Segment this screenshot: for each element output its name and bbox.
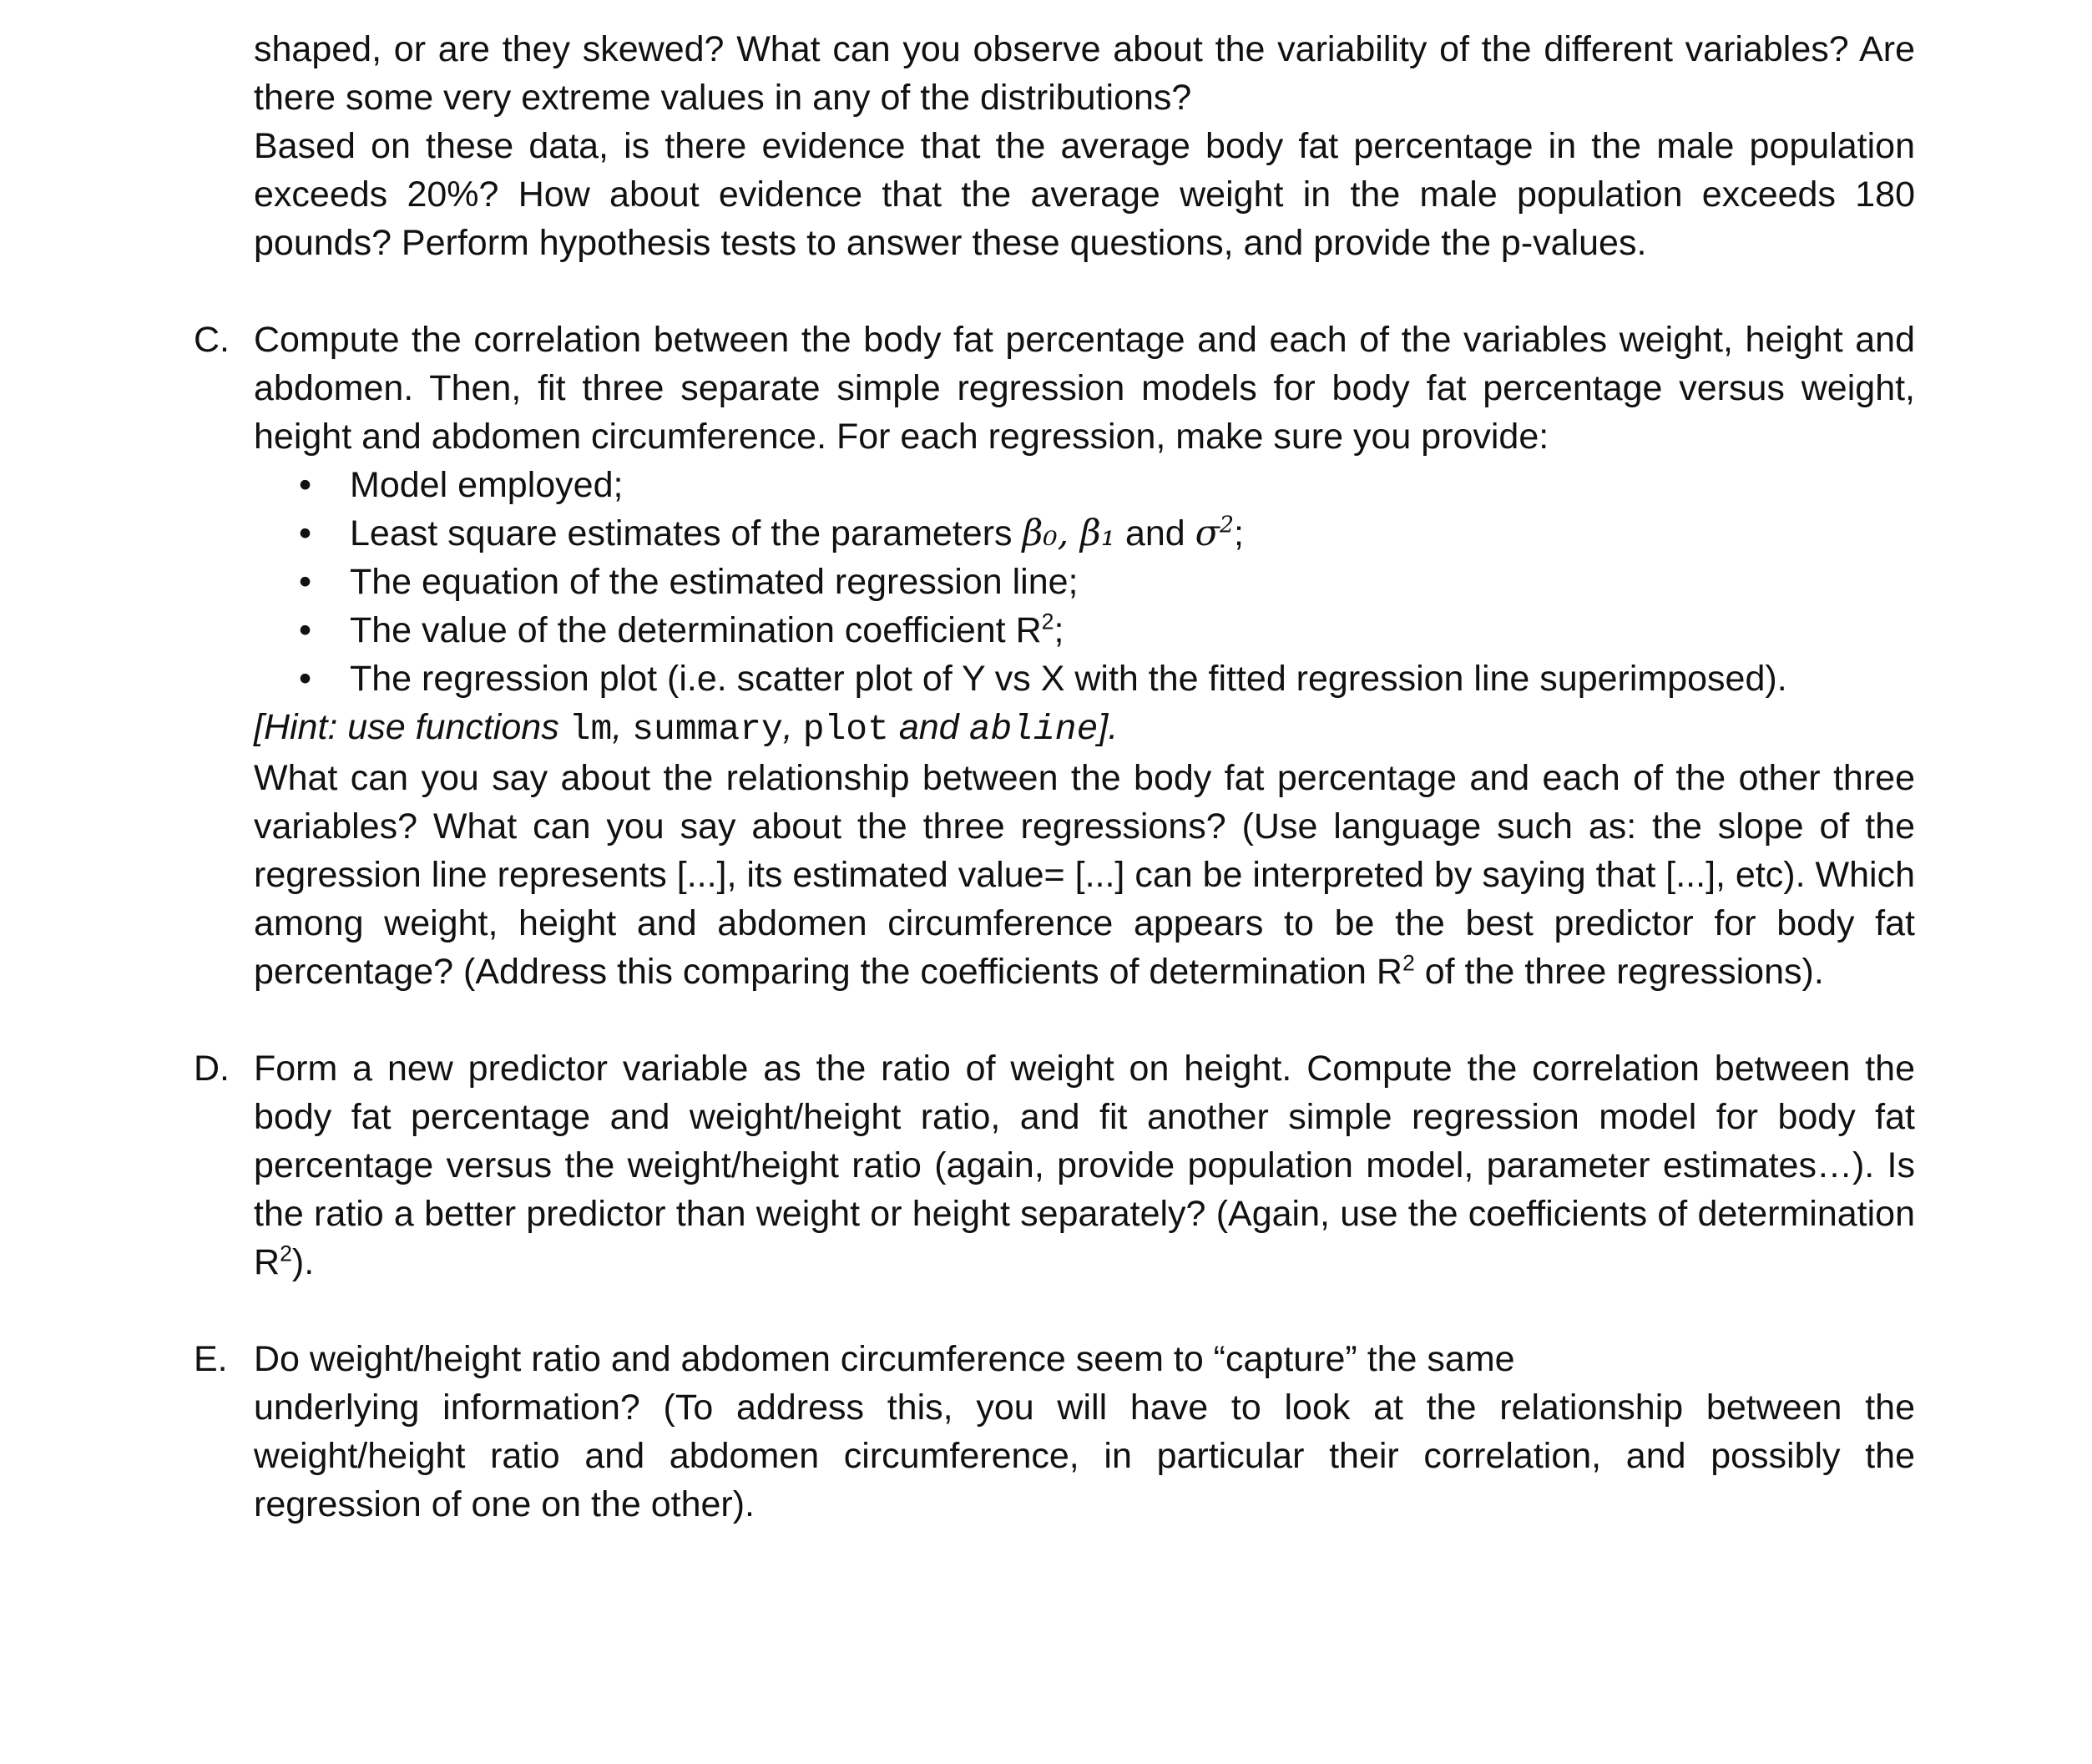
- bullet-item-regression-plot: [254, 655, 1915, 703]
- hint-and: and: [888, 707, 969, 747]
- paragraph-text-post: ).: [291, 1242, 315, 1282]
- item-d-body: [254, 1044, 1915, 1286]
- code-plot: plot: [802, 709, 889, 750]
- math-sigma: σ: [1195, 513, 1220, 554]
- bullet-item-equation: [254, 558, 1915, 606]
- bullet-text: Model employed;: [350, 465, 624, 505]
- paragraph-text-pre: What can you say about the relationship between the body fat percentage and each of the other three variables? What can you say about the three regressions? (Use language such as: the slope of the regression line represents [...], its estimated value= [...] can be interpreted by saying that [...], etc). Which among weight, height and abdomen circumference appears to be the best predictor for body fat percentage? (Address this comparing the coefficients of determination R: [254, 758, 1915, 992]
- item-d: [194, 1044, 1915, 1286]
- hint-separator-2: ,: [782, 707, 803, 747]
- bullet-icon: •: [299, 513, 312, 553]
- paragraph-line-1: Do weight/height ratio and abdomen circumference seem to “capture” the same: [254, 1339, 1515, 1379]
- item-c-paragraph-2: [254, 754, 1915, 996]
- item-c: [194, 316, 1915, 996]
- r-squared-exponent: 2: [280, 1241, 292, 1266]
- item-c-label: C.: [194, 320, 230, 360]
- hint-line: [254, 703, 1915, 754]
- item-e-label: E.: [194, 1339, 228, 1379]
- bullet-text-mid: and: [1115, 513, 1195, 553]
- bullet-text-pre: The value of the determination coefficient R: [350, 610, 1042, 650]
- math-beta-params: β₀, β₁: [1022, 513, 1116, 554]
- item-d-label: D.: [194, 1049, 230, 1089]
- item-e-paragraph: [254, 1335, 1915, 1529]
- code-abline: abline: [968, 709, 1099, 750]
- paragraph-rest: underlying information? (To address this, you will have to look at the relationship between the weight/height ratio and abdomen circumference, in particular their correlation, and possibly the regression of one on the other).: [254, 1387, 1915, 1524]
- bullet-item-estimates: [254, 509, 1915, 558]
- hint-separator-1: ,: [612, 707, 633, 747]
- bullet-item-model: [254, 461, 1915, 509]
- hint-open: [Hint: use functions: [254, 707, 569, 747]
- intro-paragraph-1: shaped, or are they skewed? What can you observe about the variability of the different variables? Are there some very extreme values in any of the distributions?: [254, 29, 1915, 118]
- math-sigma-exponent: 2: [1220, 512, 1234, 538]
- bullet-text-post: ;: [1233, 513, 1244, 553]
- bullet-icon: •: [299, 659, 312, 699]
- paragraph-text-post: of the three regressions).: [1414, 952, 1824, 992]
- bullet-item-r-squared: [254, 606, 1915, 655]
- code-summary: summary: [632, 709, 783, 750]
- hint-close: ].: [1098, 707, 1119, 747]
- item-e: [194, 1335, 1915, 1529]
- item-c-paragraph-1: Compute the correlation between the body fat percentage and each of the variables weight, height and abdomen. Then, fit three separate simple regression models for body fat percentage versus weight, height and abdomen circumference. For each regression, make sure you provide:: [254, 320, 1915, 457]
- bullet-text-post: ;: [1054, 610, 1064, 650]
- code-lm: lm: [568, 709, 613, 750]
- item-e-body: [254, 1335, 1915, 1529]
- paragraph-text-pre: Form a new predictor variable as the ratio of weight on height. Compute the correlation between the body fat percentage and weight/height ratio, and fit another simple regression model for body fat percentage versus the weight/height ratio (again, provide population model, parameter estimates…). Is the ratio a better predictor than weight or height separately? (Again, use the coefficients of determination R: [254, 1049, 1915, 1282]
- r-squared-exponent: 2: [1041, 609, 1054, 634]
- bullet-icon: •: [299, 610, 312, 650]
- bullet-text-pre: Least square estimates of the parameters: [350, 513, 1023, 553]
- r-squared-exponent: 2: [1402, 950, 1415, 976]
- bullet-icon: •: [299, 465, 312, 505]
- item-d-paragraph: [254, 1044, 1915, 1286]
- item-c-body: [254, 316, 1915, 996]
- bullet-icon: •: [299, 562, 312, 602]
- intro-continuation: [254, 25, 1915, 267]
- bullet-text: The equation of the estimated regression line;: [350, 562, 1079, 602]
- bullet-text: The regression plot (i.e. scatter plot of Y vs X with the fitted regression line superimposed).: [350, 659, 1787, 699]
- intro-paragraph-2: Based on these data, is there evidence that the average body fat percentage in the male population exceeds 20%? How about evidence that the average weight in the male population exceeds 180 pounds? Perform hypothesis tests to answer these questions, and provide the p-values.: [254, 126, 1915, 263]
